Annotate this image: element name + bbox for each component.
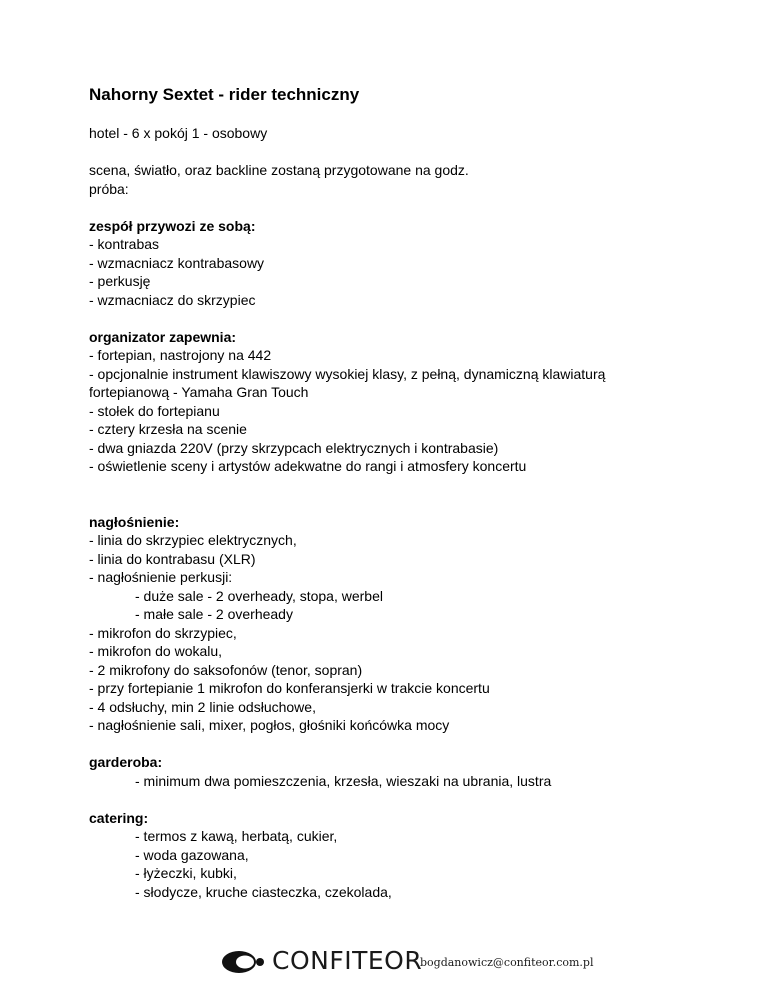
sub-list-item: - termos z kawą, herbatą, cukier, [135, 828, 338, 844]
list-item: - linia do kontrabasu (XLR) [89, 550, 256, 567]
footer [222, 946, 594, 977]
list-item: - 2 mikrofony do saksofonów (tenor, sopran) [89, 661, 363, 678]
sub-list-item: - minimum dwa pomieszczenia, krzesła, wieszaki na ubrania, lustra [135, 772, 552, 789]
rehearsal-line: próba: [89, 180, 129, 197]
list-item: - opcjonalnie instrument klawiszowy wysokiej klasy, z pełną, dynamiczną klawiaturą [89, 365, 606, 382]
list-item: - wzmacniacz kontrabasowy [89, 254, 265, 271]
list-item: - oświetlenie sceny i artystów adekwatne do rangi i atmosfery koncertu [89, 458, 527, 474]
document-title: Nahorny Sextet - rider techniczny [89, 85, 360, 104]
band-brings-heading: zespół przywozi ze sobą: [89, 217, 256, 234]
list-item: - kontrabas [89, 236, 160, 252]
list-item: - nagłośnienie sali, mixer, pogłos, głośniki końcówka mocy [89, 717, 450, 733]
organizer-provides-heading: organizator zapewnia: [89, 328, 237, 345]
sub-list-item: - duże sale - 2 overheady, stopa, werbel [135, 587, 383, 604]
list-item: - stołek do fortepianu [89, 402, 220, 419]
list-item: - przy fortepianie 1 mikrofon do konferansjerki w trakcie koncertu [89, 680, 490, 696]
footer-email: bogdanowicz@confiteor.com.pl [420, 956, 594, 969]
list-item: - 4 odsłuchy, min 2 linie odsłuchowe, [89, 698, 316, 715]
schedule-line: scena, światło, oraz backline zostaną przygotowane na godz. [89, 162, 469, 178]
list-item: - perkusję [89, 273, 151, 289]
sound-heading: nagłośnienie: [89, 513, 180, 530]
sub-list-item: - słodycze, kruche ciasteczka, czekolada, [135, 883, 392, 900]
hotel-line: hotel - 6 x pokój 1 - osobowy [89, 125, 268, 141]
confiteor-logo-icon [222, 950, 266, 974]
sub-list-item: - małe sale - 2 overheady [135, 606, 293, 622]
list-item: - fortepian, nastrojony na 442 [89, 347, 272, 363]
sub-list-item: - łyżeczki, kubki, [135, 865, 237, 881]
list-item: - dwa gniazda 220V (przy skrzypcach elektrycznych i kontrabasie) [89, 439, 499, 456]
list-item: - linia do skrzypiec elektrycznych, [89, 532, 297, 548]
dressing-room-heading: garderoba: [89, 754, 163, 770]
sub-list-item: - woda gazowana, [135, 846, 249, 863]
list-item: - mikrofon do skrzypiec, [89, 624, 237, 641]
catering-heading: catering: [89, 809, 149, 826]
logo-wordmark: CONFITEOR [272, 946, 423, 975]
list-item: fortepianową - Yamaha Gran Touch [89, 384, 309, 400]
list-item: - nagłośnienie perkusji: [89, 569, 233, 585]
list-item: - mikrofon do wokalu, [89, 643, 223, 659]
list-item: - cztery krzesła na scenie [89, 421, 247, 437]
document-body [89, 124, 729, 901]
list-item: - wzmacniacz do skrzypiec [89, 291, 256, 308]
